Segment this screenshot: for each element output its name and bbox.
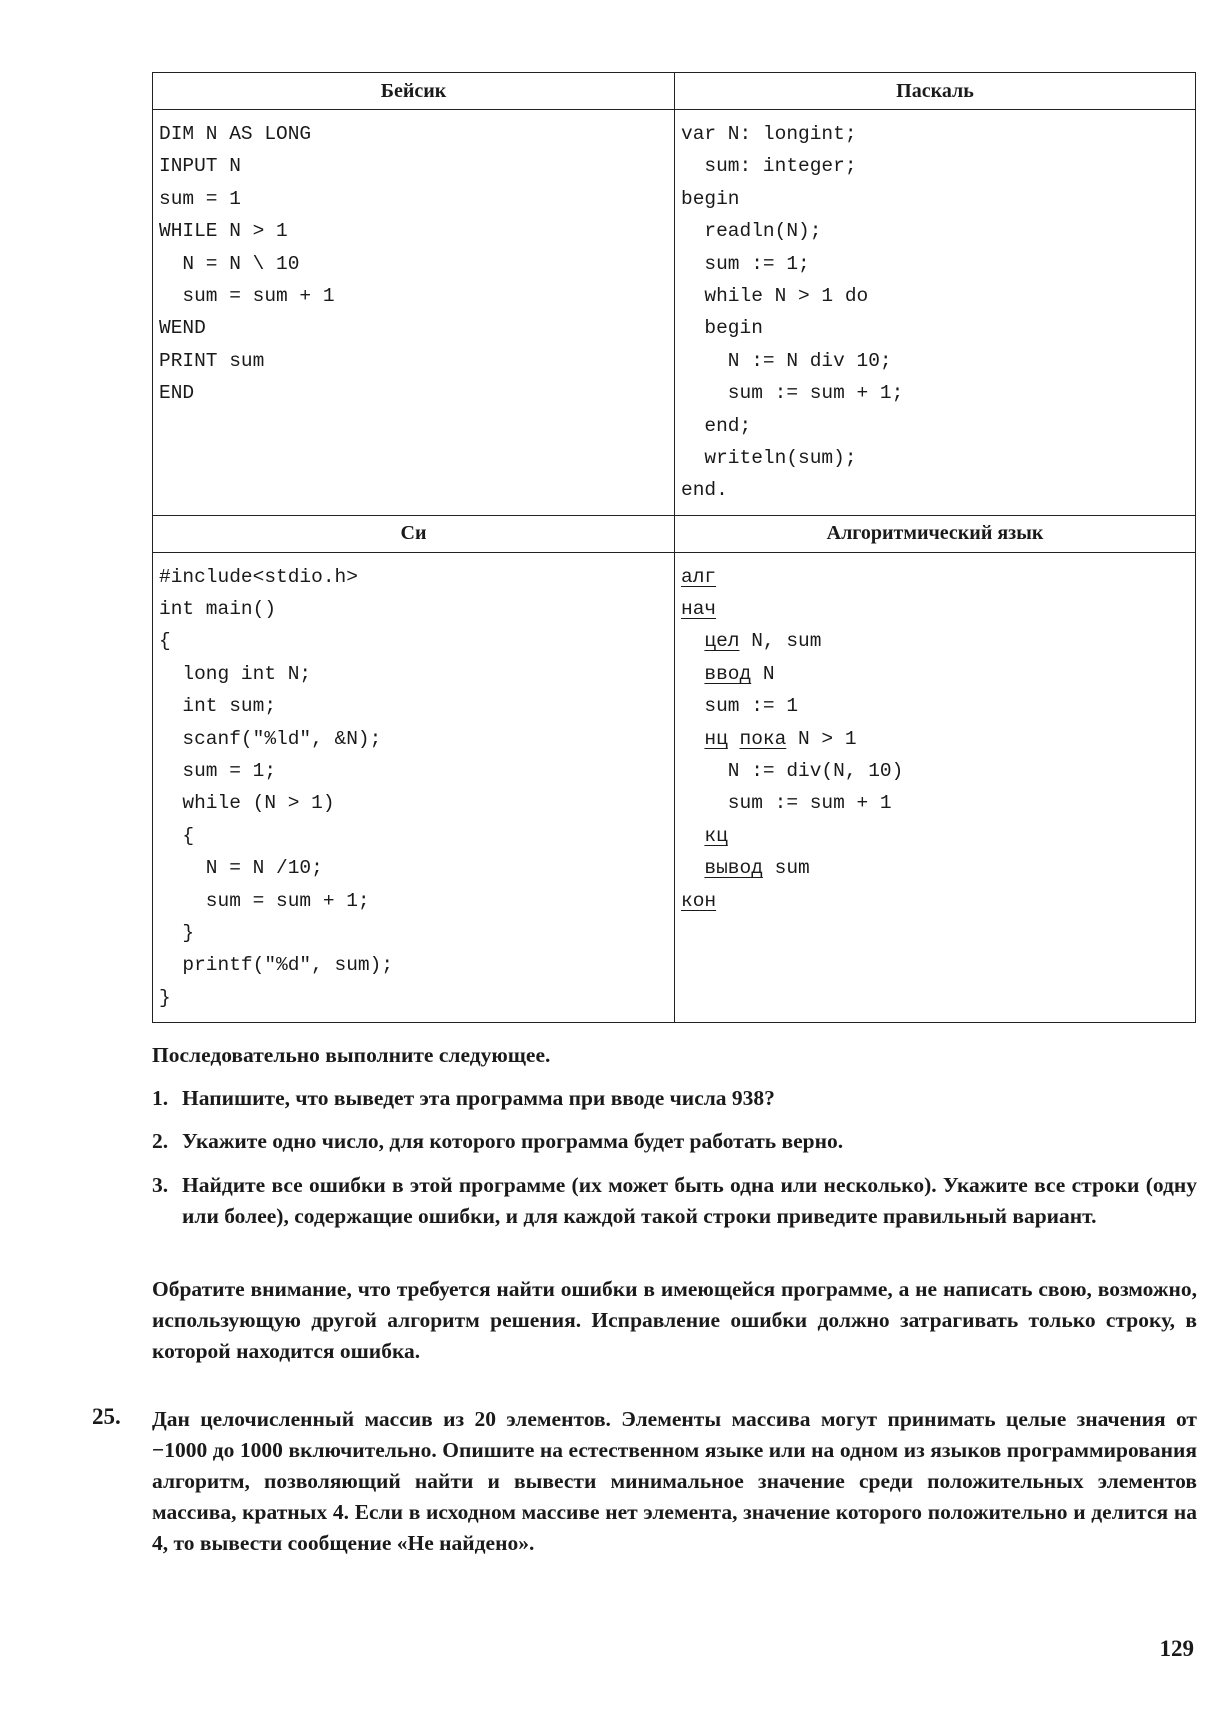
header-c: Си bbox=[153, 515, 675, 552]
code-line bbox=[681, 820, 1195, 852]
code-text: N bbox=[751, 662, 775, 685]
keyword: нц bbox=[704, 727, 728, 750]
code-line bbox=[681, 852, 1195, 884]
keyword: ввод bbox=[704, 662, 752, 685]
algo-code bbox=[675, 552, 1196, 1022]
code-line: writeln(sum); bbox=[681, 446, 857, 469]
code-line: INPUT N bbox=[159, 155, 241, 178]
code-line: N := N div 10; bbox=[681, 349, 892, 372]
code-line: sum := 1 bbox=[681, 695, 799, 718]
code-line: int sum; bbox=[159, 695, 277, 718]
code-line: } bbox=[159, 921, 195, 944]
code-line bbox=[681, 723, 1195, 755]
keyword: нач bbox=[681, 598, 717, 621]
code-line: N = N \ 10 bbox=[159, 252, 300, 275]
code-line bbox=[681, 658, 1195, 690]
header-algo: Алгоритмический язык bbox=[675, 515, 1196, 552]
instructions-note: Обратите внимание, что требуется найти ошибки в имеющейся программе, а не написать свою, возможно, использующую другой алгоритм решения. Исправление ошибки должно затрагивать только строку, в которой находится ошибка. bbox=[152, 1277, 1197, 1363]
code-line: END bbox=[159, 382, 195, 405]
c-code bbox=[153, 552, 675, 1022]
code-line: end; bbox=[681, 414, 752, 437]
instruction-item-1 bbox=[152, 1083, 1197, 1114]
code-line: PRINT sum bbox=[159, 349, 265, 372]
item-number: 3. bbox=[152, 1173, 169, 1197]
code-text: N > 1 bbox=[786, 727, 857, 750]
code-line: } bbox=[159, 986, 171, 1009]
keyword: кон bbox=[681, 889, 717, 912]
code-line: var N: longint; bbox=[681, 123, 857, 145]
item-text: Укажите одно число, для которого программа будет работать верно. bbox=[182, 1129, 844, 1153]
header-pascal: Паскаль bbox=[675, 73, 1196, 110]
item-number: 2. bbox=[152, 1129, 169, 1153]
code-line: sum = sum + 1; bbox=[159, 889, 370, 912]
pascal-code bbox=[675, 110, 1196, 516]
code-table bbox=[152, 72, 1196, 1023]
code-line: N := div(N, 10) bbox=[681, 760, 904, 783]
code-line: long int N; bbox=[159, 662, 312, 685]
code-line: sum := sum + 1 bbox=[681, 792, 892, 815]
code-line: begin bbox=[681, 187, 740, 210]
code-line bbox=[681, 625, 1195, 657]
keyword: алг bbox=[681, 565, 717, 588]
code-line bbox=[681, 561, 1195, 593]
keyword: кц bbox=[704, 824, 728, 847]
page-number: 129 bbox=[1159, 1636, 1194, 1661]
code-line: #include<stdio.h> bbox=[159, 565, 358, 588]
item-number: 1. bbox=[152, 1086, 169, 1110]
code-line: sum = 1; bbox=[159, 760, 277, 783]
instruction-item-2 bbox=[152, 1126, 1197, 1157]
code-line: while (N > 1) bbox=[159, 792, 335, 815]
code-line: WHILE N > 1 bbox=[159, 220, 288, 243]
code-line: readln(N); bbox=[681, 220, 822, 243]
item-text: Напишите, что выведет эта программа при вводе числа 938? bbox=[182, 1086, 775, 1110]
code-text: N, sum bbox=[739, 630, 822, 653]
code-text: sum bbox=[762, 857, 810, 880]
code-line: while N > 1 do bbox=[681, 284, 869, 307]
code-line: sum = sum + 1 bbox=[159, 284, 335, 307]
instruction-item-3 bbox=[152, 1170, 1197, 1232]
item-text: Найдите все ошибки в этой программе (их может быть одна или несколько). Укажите все строки (одну или более), содержащие ошибки, и для каждой такой строки приведите правильный вариант. bbox=[182, 1173, 1197, 1228]
code-line: scanf("%ld", &N); bbox=[159, 727, 382, 750]
task-text: Дан целочисленный массив из 20 элементов. Элементы массива могут принимать целые значения от −1000 до 1000 включительно. Опишите на естественном языке или на одном из языков программирования алгоритм, позволяющий найти и вывести минимальное значение среди положительных элементов массива, кратных 4. Если в исходном массиве нет элемента, значение которого положительно и делится на 4, то вывести сообщение «Не найдено». bbox=[152, 1407, 1197, 1555]
code-line: sum: integer; bbox=[681, 155, 857, 178]
code-line bbox=[681, 885, 1195, 917]
code-line: DIM N AS LONG bbox=[159, 123, 312, 145]
code-line: printf("%d", sum); bbox=[159, 954, 394, 977]
code-line: end. bbox=[681, 479, 728, 502]
code-line: { bbox=[159, 824, 195, 847]
header-basic: Бейсик bbox=[153, 73, 675, 110]
keyword: цел bbox=[704, 630, 740, 653]
keyword: пока bbox=[739, 727, 787, 750]
code-line: sum := sum + 1; bbox=[681, 382, 904, 405]
code-line: { bbox=[159, 630, 171, 653]
code-line: begin bbox=[681, 317, 763, 340]
code-line: N = N /10; bbox=[159, 857, 323, 880]
code-line: WEND bbox=[159, 317, 206, 340]
code-line: sum = 1 bbox=[159, 187, 241, 210]
instructions-intro: Последовательно выполните следующее. bbox=[152, 1043, 551, 1067]
code-line bbox=[681, 593, 1195, 625]
basic-code bbox=[153, 110, 675, 516]
task-number: 25. bbox=[92, 1404, 121, 1429]
code-line: sum := 1; bbox=[681, 252, 810, 275]
keyword: вывод bbox=[704, 857, 763, 880]
code-line: int main() bbox=[159, 598, 277, 621]
